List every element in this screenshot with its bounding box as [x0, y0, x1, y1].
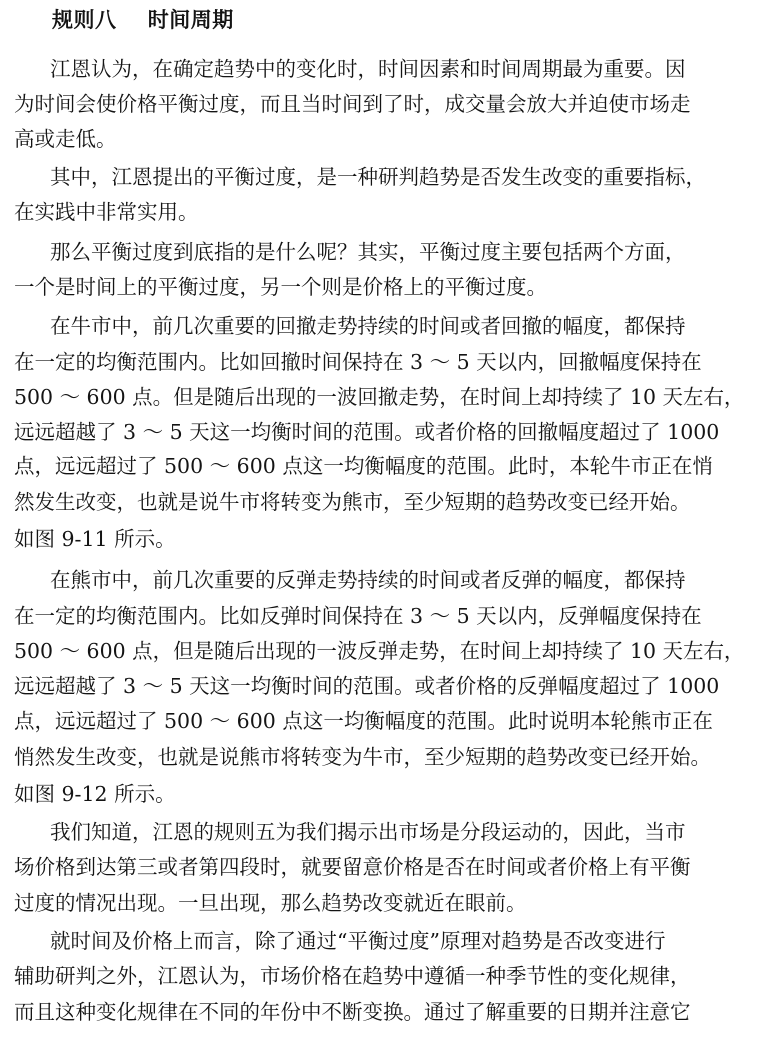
text-line: 那么平衡过度到底指的是什么呢？其实，平衡过度主要包括两个方面，	[50, 240, 686, 264]
text-line: 如图 9-11 所示。	[14, 527, 176, 551]
text-line: 500 ～ 600 点。但是随后出现的一波回撤走势，在时间上却持续了 10 天左右，	[14, 385, 745, 409]
text-line: 在实践中非常实用。	[14, 200, 199, 224]
text-line: 在熊市中，前几次重要的反弹走势持续的时间或者反弹的幅度，都保持	[50, 568, 686, 592]
text-line: 过度的情况出现。一旦出现，那么趋势改变就近在眼前。	[14, 891, 527, 915]
text-line: 而且这种变化规律在不同的年份中不断变换。通过了解重要的日期并注意它	[14, 1000, 691, 1024]
text-line: 然发生改变，也就是说牛市将转变为熊市，至少短期的趋势改变已经开始。	[14, 490, 691, 514]
text-line: 我们知道，江恩的规则五为我们揭示出市场是分段运动的，因此，当市	[50, 820, 686, 844]
text-line: 场价格到达第三或者第四段时，就要留意价格是否在时间或者价格上有平衡	[14, 855, 691, 879]
text-line: 在一定的均衡范围内。比如反弹时间保持在 3 ～ 5 天以内，反弹幅度保持在	[14, 604, 702, 628]
text-line: 点，远远超过了 500 ～ 600 点这一均衡幅度的范围。此时，本轮牛市正在悄	[14, 454, 713, 478]
text-line: 500 ～ 600 点，但是随后出现的一波反弹走势，在时间上却持续了 10 天左右，	[14, 639, 745, 663]
text-line: 其中，江恩提出的平衡过度，是一种研判趋势是否发生改变的重要指标，	[50, 165, 706, 189]
text-line: 点，远远超过了 500 ～ 600 点这一均衡幅度的范围。此时说明本轮熊市正在	[14, 709, 713, 733]
text-line: 在牛市中，前几次重要的回撤走势持续的时间或者回撤的幅度，都保持	[50, 314, 686, 338]
text-line: 在一定的均衡范围内。比如回撤时间保持在 3 ～ 5 天以内，回撤幅度保持在	[14, 350, 702, 374]
text-line: 辅助研判之外，江恩认为，市场价格在趋势中遵循一种季节性的变化规律，	[14, 964, 691, 988]
text-line: 如图 9-12 所示。	[14, 782, 176, 806]
section-title: 规则八 时间周期	[52, 8, 234, 32]
text-line: 远远超越了 3 ～ 5 天这一均衡时间的范围。或者价格的反弹幅度超过了 1000	[14, 674, 720, 698]
text-line: 悄然发生改变，也就是说熊市将转变为牛市，至少短期的趋势改变已经开始。	[14, 745, 711, 769]
text-line: 远远超越了 3 ～ 5 天这一均衡时间的范围。或者价格的回撤幅度超过了 1000	[14, 420, 720, 444]
text-line: 一个是时间上的平衡过度，另一个则是价格上的平衡过度。	[14, 275, 547, 299]
text-line: 江恩认为，在确定趋势中的变化时，时间因素和时间周期最为重要。因	[50, 57, 686, 81]
text-line: 高或走低。	[14, 127, 117, 151]
text-line: 就时间及价格上而言，除了通过“平衡过度”原理对趋势是否改变进行	[50, 929, 666, 953]
text-line: 为时间会使价格平衡过度，而且当时间到了时，成交量会放大并迫使市场走	[14, 92, 691, 116]
